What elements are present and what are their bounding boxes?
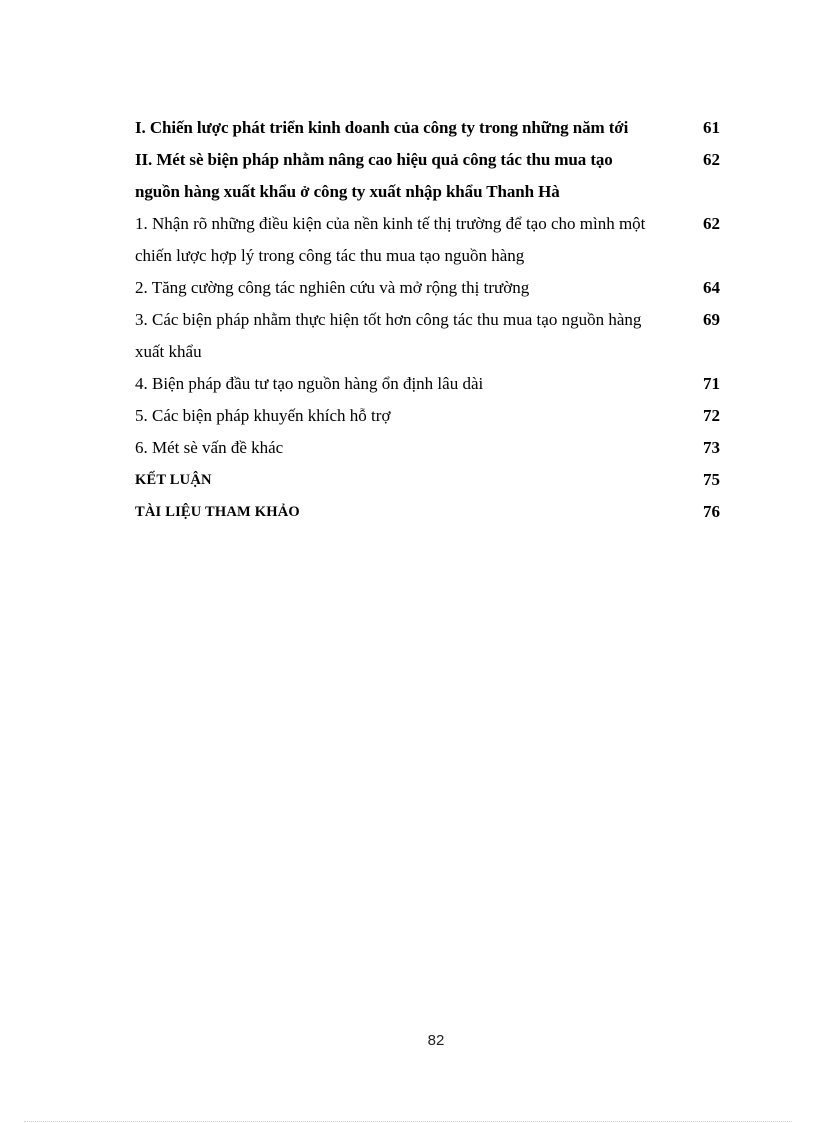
toc-entry-title: 4. Biện pháp đầu tư tạo nguồn hàng ổn định lâu dài	[135, 374, 484, 393]
toc-entry-title: 2. Tăng cường công tác nghiên cứu và mở rộng thị trường	[135, 278, 530, 297]
toc-entry-references	[135, 496, 722, 528]
toc-entry-2	[135, 272, 722, 304]
toc-entry-6	[135, 432, 722, 464]
toc-entry-page: 69	[703, 310, 720, 329]
toc-entry-title: 5. Các biện pháp khuyến khích hỗ trợ	[135, 406, 391, 425]
page-bottom-divider	[24, 1121, 792, 1122]
toc-entry-page: 61	[703, 118, 720, 137]
toc-entry-title: TÀI LIỆU THAM KHẢO	[135, 504, 300, 520]
page-number: 82	[427, 1032, 445, 1049]
toc-entry-strategy	[135, 112, 722, 144]
toc-entry-page: 71	[703, 374, 720, 393]
toc-entry-measures	[135, 144, 722, 208]
toc-entry-page: 73	[703, 438, 720, 457]
toc-entry-title: 6. Mét sè vấn đề khác	[135, 438, 284, 457]
table-of-contents	[135, 112, 722, 528]
toc-entry-1	[135, 208, 722, 272]
toc-entry-page: 62	[703, 214, 720, 233]
toc-entry-page: 75	[703, 470, 720, 489]
toc-entry-title: KẾT LUẬN	[135, 472, 212, 488]
toc-entry-page: 76	[703, 502, 720, 521]
toc-entry-4	[135, 368, 722, 400]
toc-entry-title: 3. Các biện pháp nhằm thực hiện tốt hơn công tác thu mua tạo nguồn hàng xuất khẩu	[135, 310, 642, 361]
toc-entry-page: 62	[703, 150, 720, 169]
toc-entry-page: 64	[703, 278, 720, 297]
toc-entry-title: 1. Nhận rõ những điều kiện của nền kinh tế thị trường để tạo cho mình một chiến lược hợp lý trong công tác thu mua tạo nguồn hàng	[135, 214, 646, 265]
toc-entry-title: I. Chiến lược phát triển kinh doanh của công ty trong những năm tới	[135, 118, 629, 137]
toc-entry-title: II. Mét sè biện pháp nhằm nâng cao hiệu quả công tác thu mua tạo nguồn hàng xuất khẩu ở công ty xuất nhập khẩu Thanh Hà	[135, 150, 613, 201]
toc-entry-5	[135, 400, 722, 432]
toc-entry-conclusion	[135, 464, 722, 496]
toc-entry-3	[135, 304, 722, 368]
toc-entry-page: 72	[703, 406, 720, 425]
